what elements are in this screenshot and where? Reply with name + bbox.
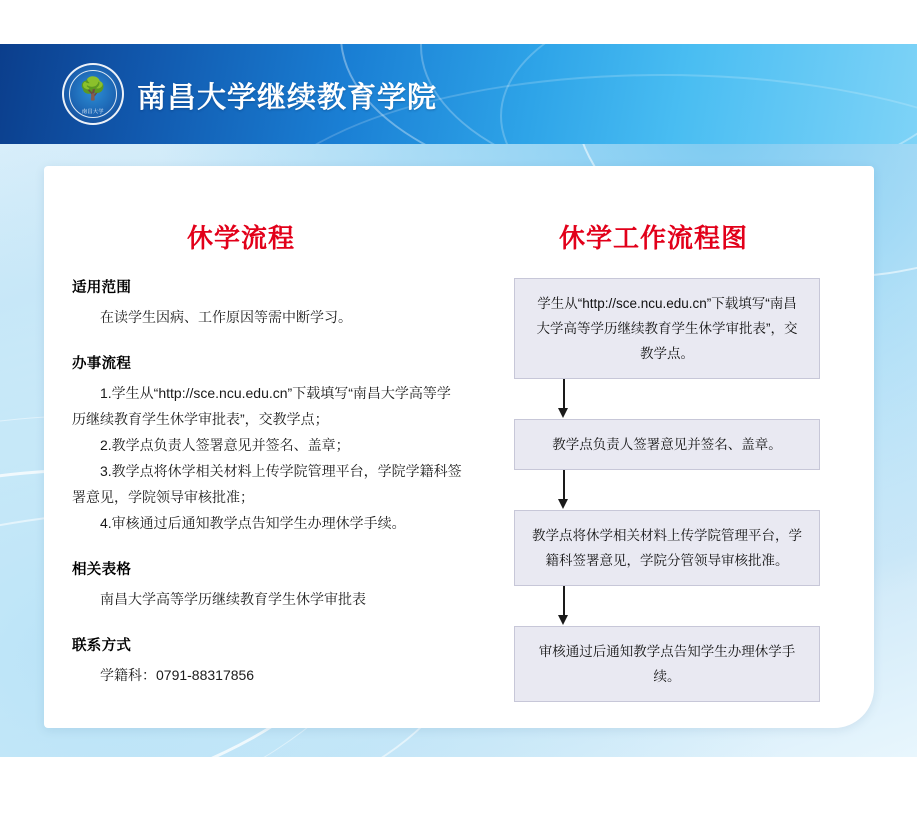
arrow-head [558, 615, 568, 625]
flow-arrow-icon [514, 379, 820, 419]
section-heading-contact: 联系方式 [72, 638, 132, 654]
arrow-stem [563, 586, 565, 617]
flow-step-4: 审核通过后通知教学点告知学生办理休学手续。 [514, 626, 820, 702]
section-line: 在读学生因病、工作原因等需中断学习。 [100, 309, 352, 325]
page-bottom-margin [0, 757, 917, 829]
section-line: 南昌大学高等学历继续教育学生休学审批表 [100, 591, 366, 607]
section-heading-process: 办事流程 [72, 356, 132, 372]
section-heading-forms: 相关表格 [72, 562, 132, 578]
header-wave [420, 44, 917, 144]
flow-arrow-icon [514, 470, 820, 510]
header-wave [500, 44, 917, 144]
logo-label: 南昌大学 [81, 109, 104, 115]
flow-step-2: 教学点负责人签署意见并签名、盖章。 [514, 419, 820, 470]
poster-canvas [0, 44, 917, 757]
section-body-contact [72, 662, 462, 688]
flow-step-1: 学生从“http://sce.ncu.edu.cn”下载填写“南昌大学高等学历继续教育学生休学审批表”，交教学点。 [514, 278, 820, 379]
section-line: 1.学生从“http://sce.ncu.edu.cn”下载填写“南昌大学高等学历继续教育学生休学审批表”，交教学点； [72, 385, 451, 427]
section-line: 4.审核通过后通知教学点告知学生办理休学手续。 [100, 515, 406, 531]
tree-emblem-icon: 🌳 [79, 76, 107, 101]
page-title: 南昌大学继续教育学院 [137, 82, 438, 114]
arrow-stem [563, 470, 565, 501]
spacer [72, 536, 462, 558]
flow-arrow-icon [514, 586, 820, 626]
left-column-title: 休学流程 [187, 223, 296, 253]
section-body-process [72, 380, 462, 536]
right-column-title: 休学工作流程图 [559, 223, 749, 253]
section-heading-scope: 适用范围 [72, 280, 132, 296]
procedure-text-column [72, 276, 462, 688]
page-header [0, 44, 917, 144]
section-body-forms [72, 586, 462, 612]
content-card [44, 166, 874, 728]
flowchart [514, 278, 850, 702]
section-line: 2.教学点负责人签署意见并签名、盖章； [100, 437, 350, 453]
contact-line: 学籍科：0791-88317856 [100, 667, 255, 683]
arrow-head [558, 499, 568, 509]
flow-step-3: 教学点将休学相关材料上传学院管理平台，学籍科签署意见，学院分管领导审核批准。 [514, 510, 820, 586]
section-body-scope [72, 304, 462, 330]
section-line: 3.教学点将休学相关材料上传学院管理平台，学院学籍科签署意见，学院领导审核批准； [72, 463, 462, 505]
arrow-head [558, 408, 568, 418]
arrow-stem [563, 379, 565, 410]
spacer [72, 330, 462, 352]
spacer [72, 612, 462, 634]
university-logo [62, 63, 124, 125]
